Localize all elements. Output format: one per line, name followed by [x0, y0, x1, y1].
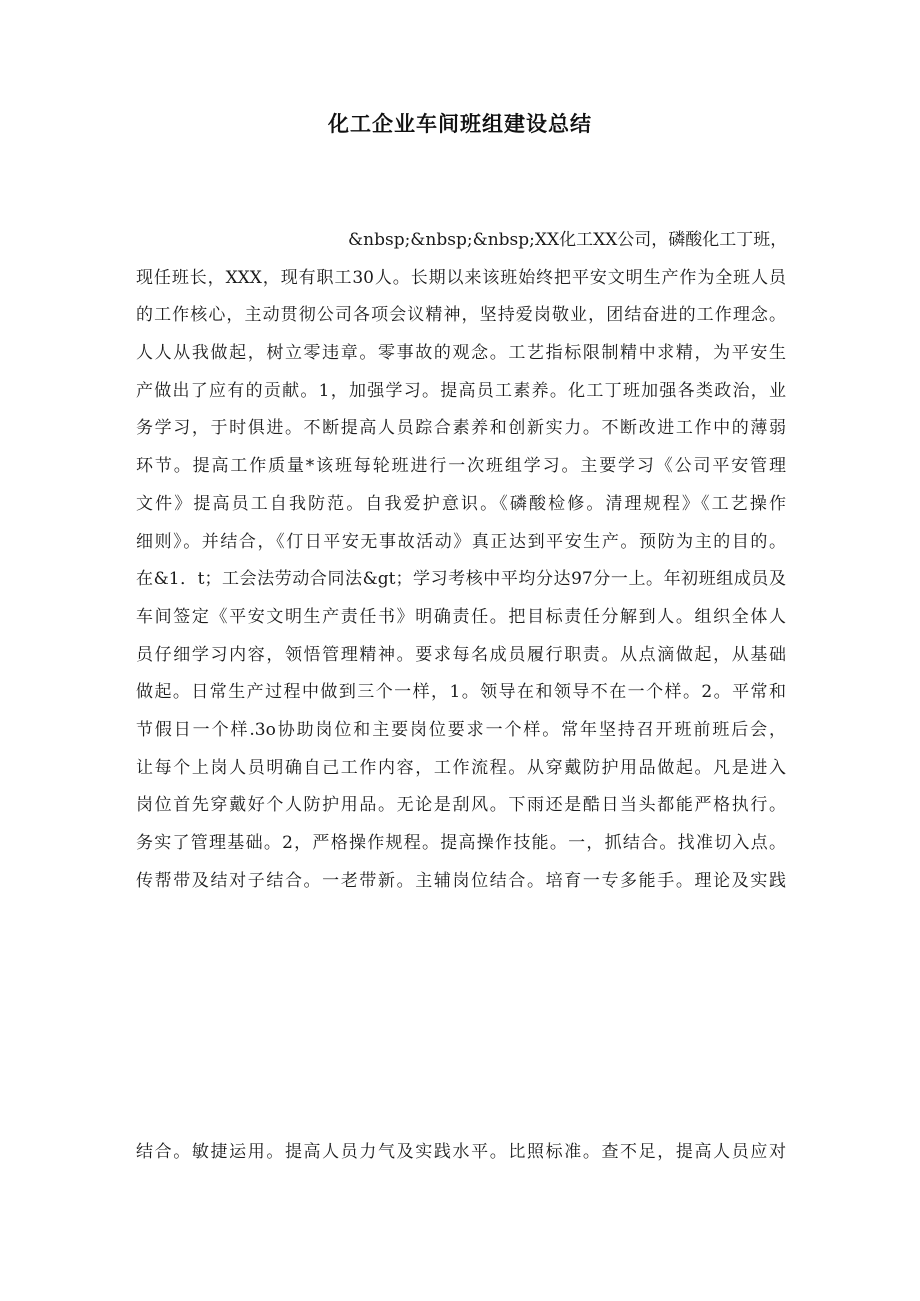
- body-paragraph-continued: [136, 1134, 786, 1172]
- text-line: 务实了管理基础。2，严格操作规程。提高操作技能。一，抓结合。找准切入点。: [136, 833, 786, 853]
- text-line: 人人从我做起，树立零违章。零事故的观念。工艺指标限制精中求精，为平安生: [136, 343, 786, 364]
- text-line: 产做出了应有的贡献。1，加强学习。提高员工素养。化工丁班加强各类政治，业: [136, 380, 786, 401]
- text-line: &nbsp;&nbsp;&nbsp;XX化工XX公司，磷酸化工丁班，: [348, 230, 788, 250]
- text-line: 的工作核心，主动贯彻公司各项会议精神，坚持爱岗敬业，团结奋进的工作理念。: [136, 305, 786, 326]
- text-line: 环节。提高工作质量*该班每轮班进行一次班组学习。主要学习《公司平安管理: [136, 456, 786, 477]
- text-line: 传帮带及结对子结合。一老带新。主辅岗位结合。培育一专多能手。理论及实践: [136, 870, 786, 891]
- text-line: 文件》提高员工自我防范。自我爱护意识。《磷酸检修。清理规程》《工艺操作: [136, 493, 786, 514]
- body-paragraph: [136, 222, 786, 900]
- document-title: 化工企业车间班组建设总结: [328, 112, 592, 136]
- text-line: 细则》。并结合，《仃日平安无事故活动》真正达到平安生产。预防为主的目的。: [136, 531, 786, 552]
- text-line: 员仔细学习内容，领悟管理精神。要求每名成员履行职责。从点滴做起，从基础: [136, 644, 786, 665]
- text-line: 结合。敏捷运用。提高人员力气及实践水平。比照标准。查不足，提高人员应对: [136, 1142, 786, 1162]
- text-line: 做起。日常生产过程中做到三个一样，1。领导在和领导不在一个样。2。平常和: [136, 682, 786, 703]
- text-line: 在&1．t；工会法劳动合同法&gt；学习考核中平均分达97分一上。年初班组成员及: [136, 569, 786, 590]
- text-line: 节假日一个样.3o协助岗位和主要岗位要求一个样。常年坚持召开班前班后会，: [136, 719, 786, 740]
- text-line: 务学习，于时俱进。不断提高人员踪合素养和创新实力。不断改进工作中的薄弱: [136, 418, 786, 439]
- text-line: 车间签定《平安文明生产责任书》明确责任。把目标责任分解到人。组织全体人: [136, 606, 786, 627]
- text-line: 让每个上岗人员明确自己工作内容，工作流程。从穿戴防护用品做起。凡是进入: [136, 757, 786, 778]
- text-line: 现任班长，XXX，现有职工30人。长期以来该班始终把平安文明生产作为全班人员: [136, 267, 786, 288]
- text-line: 岗位首先穿戴好个人防护用品。无论是刮风。下雨还是酷日当头都能严格执行。: [136, 795, 786, 816]
